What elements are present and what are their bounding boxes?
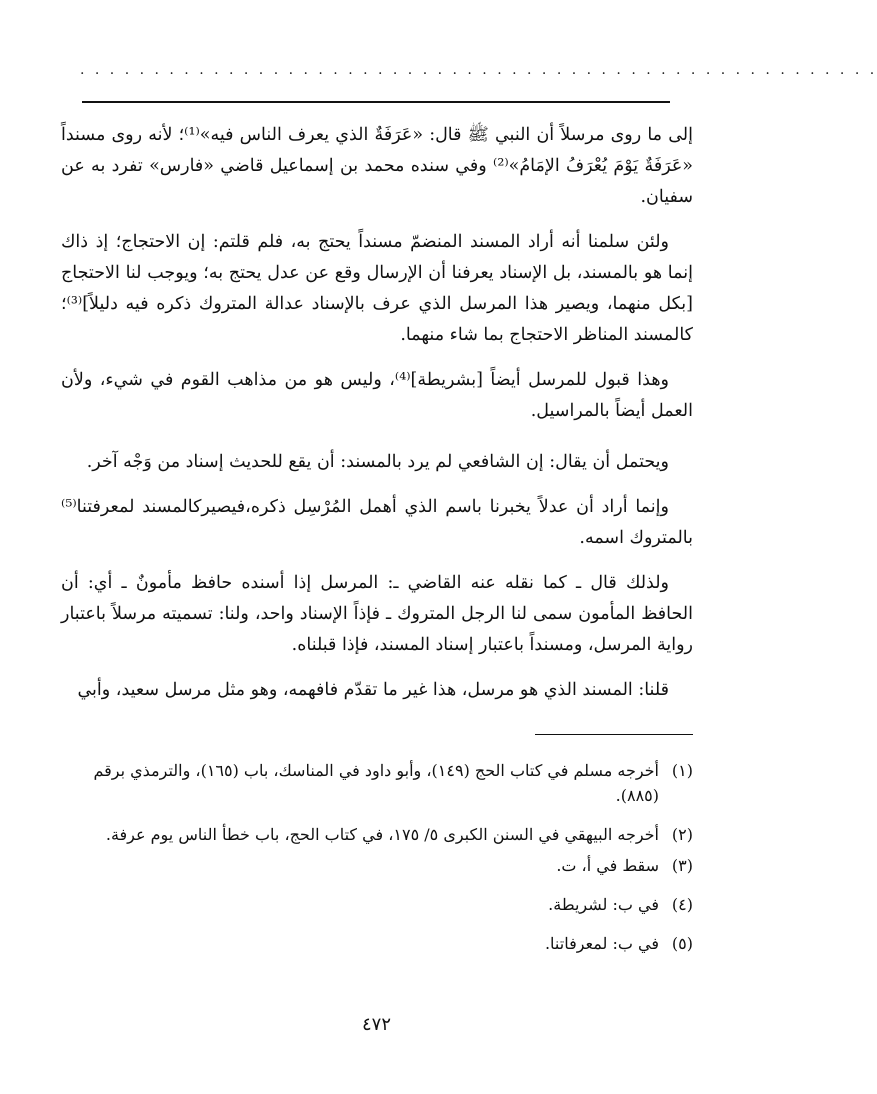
header-dotted-line: . . . . . . . . . . . . . . . . . . . . . . . . . . . . . . . . . . . . . . . . . . . . . . . . . . . . . . xyxy=(80,62,877,78)
paragraph-7: قلنا: المسند الذي هو مرسل، هذا غير ما تقدّم فافهمه، وهو مثل مرسل سعيد، وأبي xyxy=(77,680,669,700)
footnote-separator xyxy=(535,734,693,735)
paragraph-1: إلى ما روى مرسلاً أن النبي ﷺ قال: «عَرَفَةٌ الذي يعرف الناس فيه»⁽¹⁾؛ لأنه روى مسنداً «عَرَفَةٌ يَوْمَ يُعْرَفُ الإمَامُ»⁽²⁾ وفي سنده محمد بن إسماعيل قاضي «فارس» تفرد به عن سفيان. xyxy=(61,125,694,207)
footnote-5 xyxy=(61,931,693,956)
paragraph-6: ولذلك قال ـ كما نقله عنه القاضي ـ: المرسل إذا أسنده حافظ مأمونٌ ـ أي: أن الحافظ المأمون سمى لنا الرجل المتروك ـ فإذاً الإسناد واحد، ولنا: تسميته مرسلاً باعتبار رواية المرسل، ومسنداً باعتبار إسناد المسند، فإذا قبلناه. xyxy=(61,573,693,655)
footnote-number: (٤) xyxy=(671,895,693,914)
paragraph-4: ويحتمل أن يقال: إن الشافعي لم يرد بالمسند: أن يقع للحديث إسناد من وَجْه آخر. xyxy=(86,452,669,472)
paragraph-5: وإنما أراد أن عدلاً يخبرنا باسم الذي أهمل المُرْسِل ذكره،فيصيركالمسند لمعرفتنا⁽⁵⁾ بالمتروك اسمه. xyxy=(61,497,693,548)
footnote-text: سقط في أ، ت. xyxy=(556,856,659,875)
footnote-number: (٣) xyxy=(671,856,693,875)
footnote-number: (٥) xyxy=(671,934,693,953)
footnote-text: أخرجه مسلم في كتاب الحج (١٤٩)، وأبو داود في المناسك، باب (١٦٥)، والترمذي برقم (٨٨٥). xyxy=(93,761,659,805)
header-rule xyxy=(82,101,670,103)
footnote-2 xyxy=(61,822,693,847)
footnote-4 xyxy=(61,892,693,917)
footnote-1 xyxy=(61,758,693,808)
main-text xyxy=(61,120,693,720)
footnote-3 xyxy=(61,853,693,878)
footnotes xyxy=(61,758,693,970)
paragraph-3: وهذا قبول للمرسل أيضاً [بشريطة]⁽⁴⁾، وليس هو من مذاهب القوم في شيء، ولأن العمل أيضاً بالمراسيل. xyxy=(61,370,693,421)
footnote-number: (١) xyxy=(671,761,693,780)
footnote-text: في ب: لشريطة. xyxy=(548,895,659,914)
footnote-text: أخرجه البيهقي في السنن الكبرى ٥/ ١٧٥، في كتاب الحج، باب خطأ الناس يوم عرفة. xyxy=(105,825,659,844)
page-number: ٤٧٢ xyxy=(361,1014,391,1035)
paragraph-2: ولئن سلمنا أنه أراد المسند المنضمّ مسنداً يحتج به، فلم قلتم: إن الاحتجاج؛ إذ ذاك إنما هو بالمسند، بل الإسناد يعرفنا أن الإرسال وقع عن عدل يحتج به؛ ويوجب لنا الاحتجاج [بكل منهما، ويصير هذا المرسل الذي عرف بالإسناد عدالة المتروك ذكره فيه دليلاً]⁽³⁾؛ كالمسند المناظر الاحتجاج بما شاء منهما. xyxy=(61,232,693,345)
footnote-number: (٢) xyxy=(671,825,693,844)
footnote-text: في ب: لمعرفاتنا. xyxy=(544,934,659,953)
